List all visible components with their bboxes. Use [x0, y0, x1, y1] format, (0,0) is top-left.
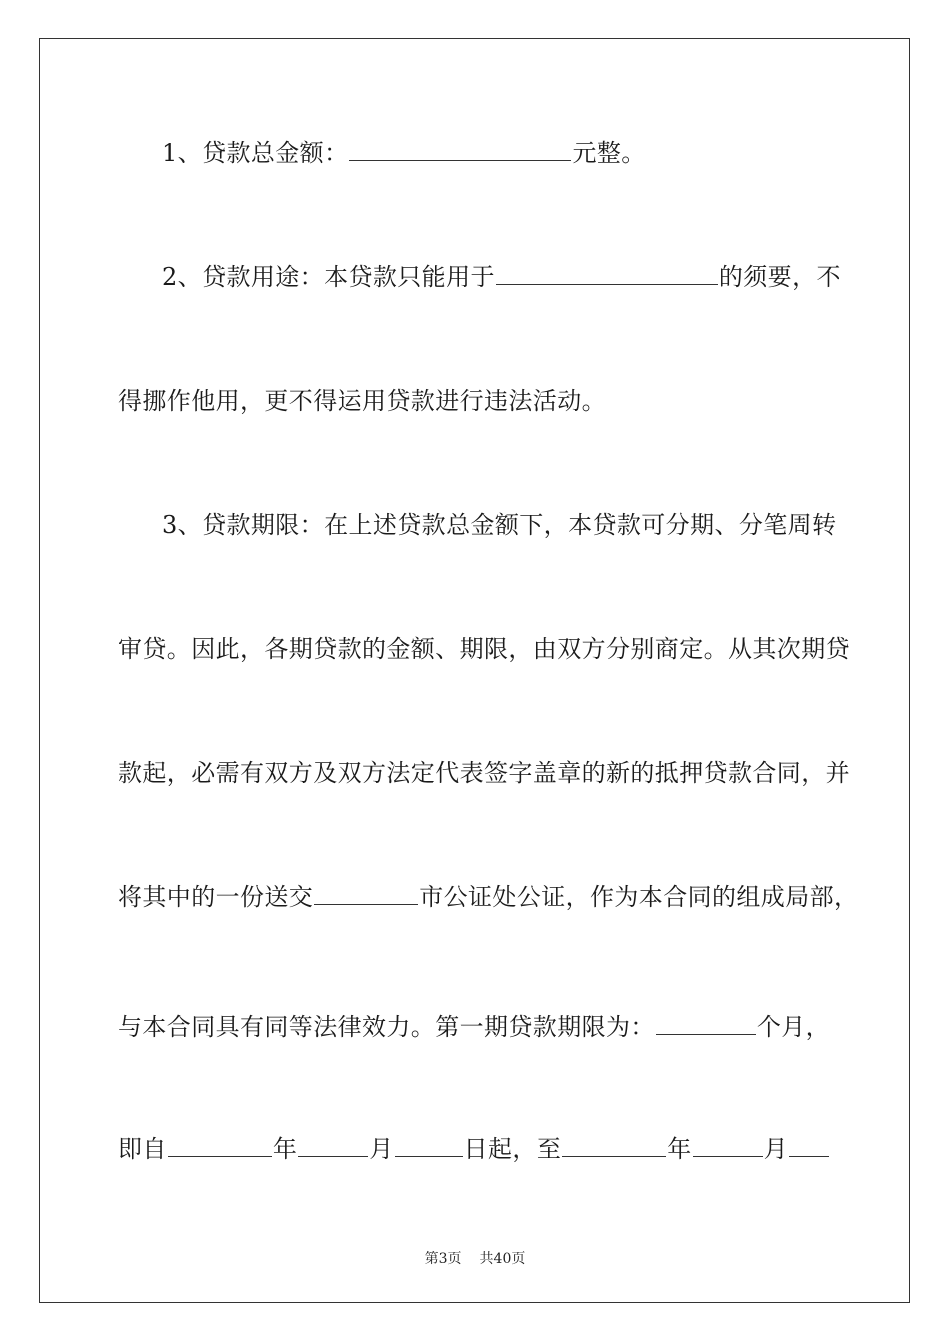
line-9-month-2: 月 [763, 1135, 789, 1163]
blank-months [656, 1012, 756, 1035]
blank-start-year [168, 1134, 272, 1157]
line-6-text: 款起，必需有双方及双方法定代表签字盖章的新的抵押贷款合同，并 [118, 759, 850, 787]
line-2-text: 2、贷款用途：本贷款只能用于 [162, 263, 495, 291]
line-2-suffix: 的须要，不 [718, 263, 841, 291]
blank-total-amount [349, 138, 571, 161]
line-3-text: 得挪作他用，更不得运用贷款进行违法活动。 [118, 387, 606, 415]
line-4-text: 3、贷款期限：在上述贷款总金额下，本贷款可分期、分笔周转 [162, 511, 837, 539]
line-7-text: 将其中的一份送交 [118, 883, 314, 911]
line-7-suffix: 市公证处公证，作为本合同的组成局部， [419, 883, 859, 911]
line-9-day-to: 日起，至 [463, 1135, 562, 1163]
blank-end-month [693, 1134, 763, 1157]
line-8-text: 与本合同具有同等法律效力。第一期贷款期限为： [118, 1013, 655, 1041]
blank-end-year [562, 1134, 666, 1157]
blank-loan-purpose [496, 262, 718, 285]
text-line-1 [162, 138, 833, 168]
page-footer [0, 1248, 950, 1268]
blank-city [314, 882, 418, 905]
text-line-5 [118, 634, 850, 664]
page-total: 共40页 [479, 1251, 526, 1267]
line-9-start: 即自 [118, 1135, 167, 1163]
text-line-8 [118, 1012, 833, 1042]
line-1-suffix: 元整。 [572, 139, 646, 167]
line-9-month-1: 月 [369, 1135, 394, 1163]
line-8-suffix: 个月， [756, 1013, 831, 1041]
page-border [39, 38, 910, 1303]
text-line-4 [162, 510, 837, 540]
text-line-7 [118, 882, 859, 912]
line-9-year-2: 年 [667, 1135, 692, 1163]
text-line-3 [118, 386, 833, 416]
line-9-year-1: 年 [272, 1135, 298, 1163]
text-line-2 [162, 262, 841, 292]
blank-start-month [298, 1134, 368, 1157]
blank-start-day [395, 1134, 463, 1157]
page-number: 第3页 [424, 1251, 462, 1267]
line-1-text: 1、贷款总金额： [162, 139, 349, 167]
line-5-text: 审贷。因此，各期贷款的金额、期限，由双方分别商定。从其次期贷 [118, 635, 850, 663]
text-line-6 [118, 758, 850, 788]
text-line-9 [118, 1134, 833, 1164]
blank-end-day [789, 1134, 829, 1157]
